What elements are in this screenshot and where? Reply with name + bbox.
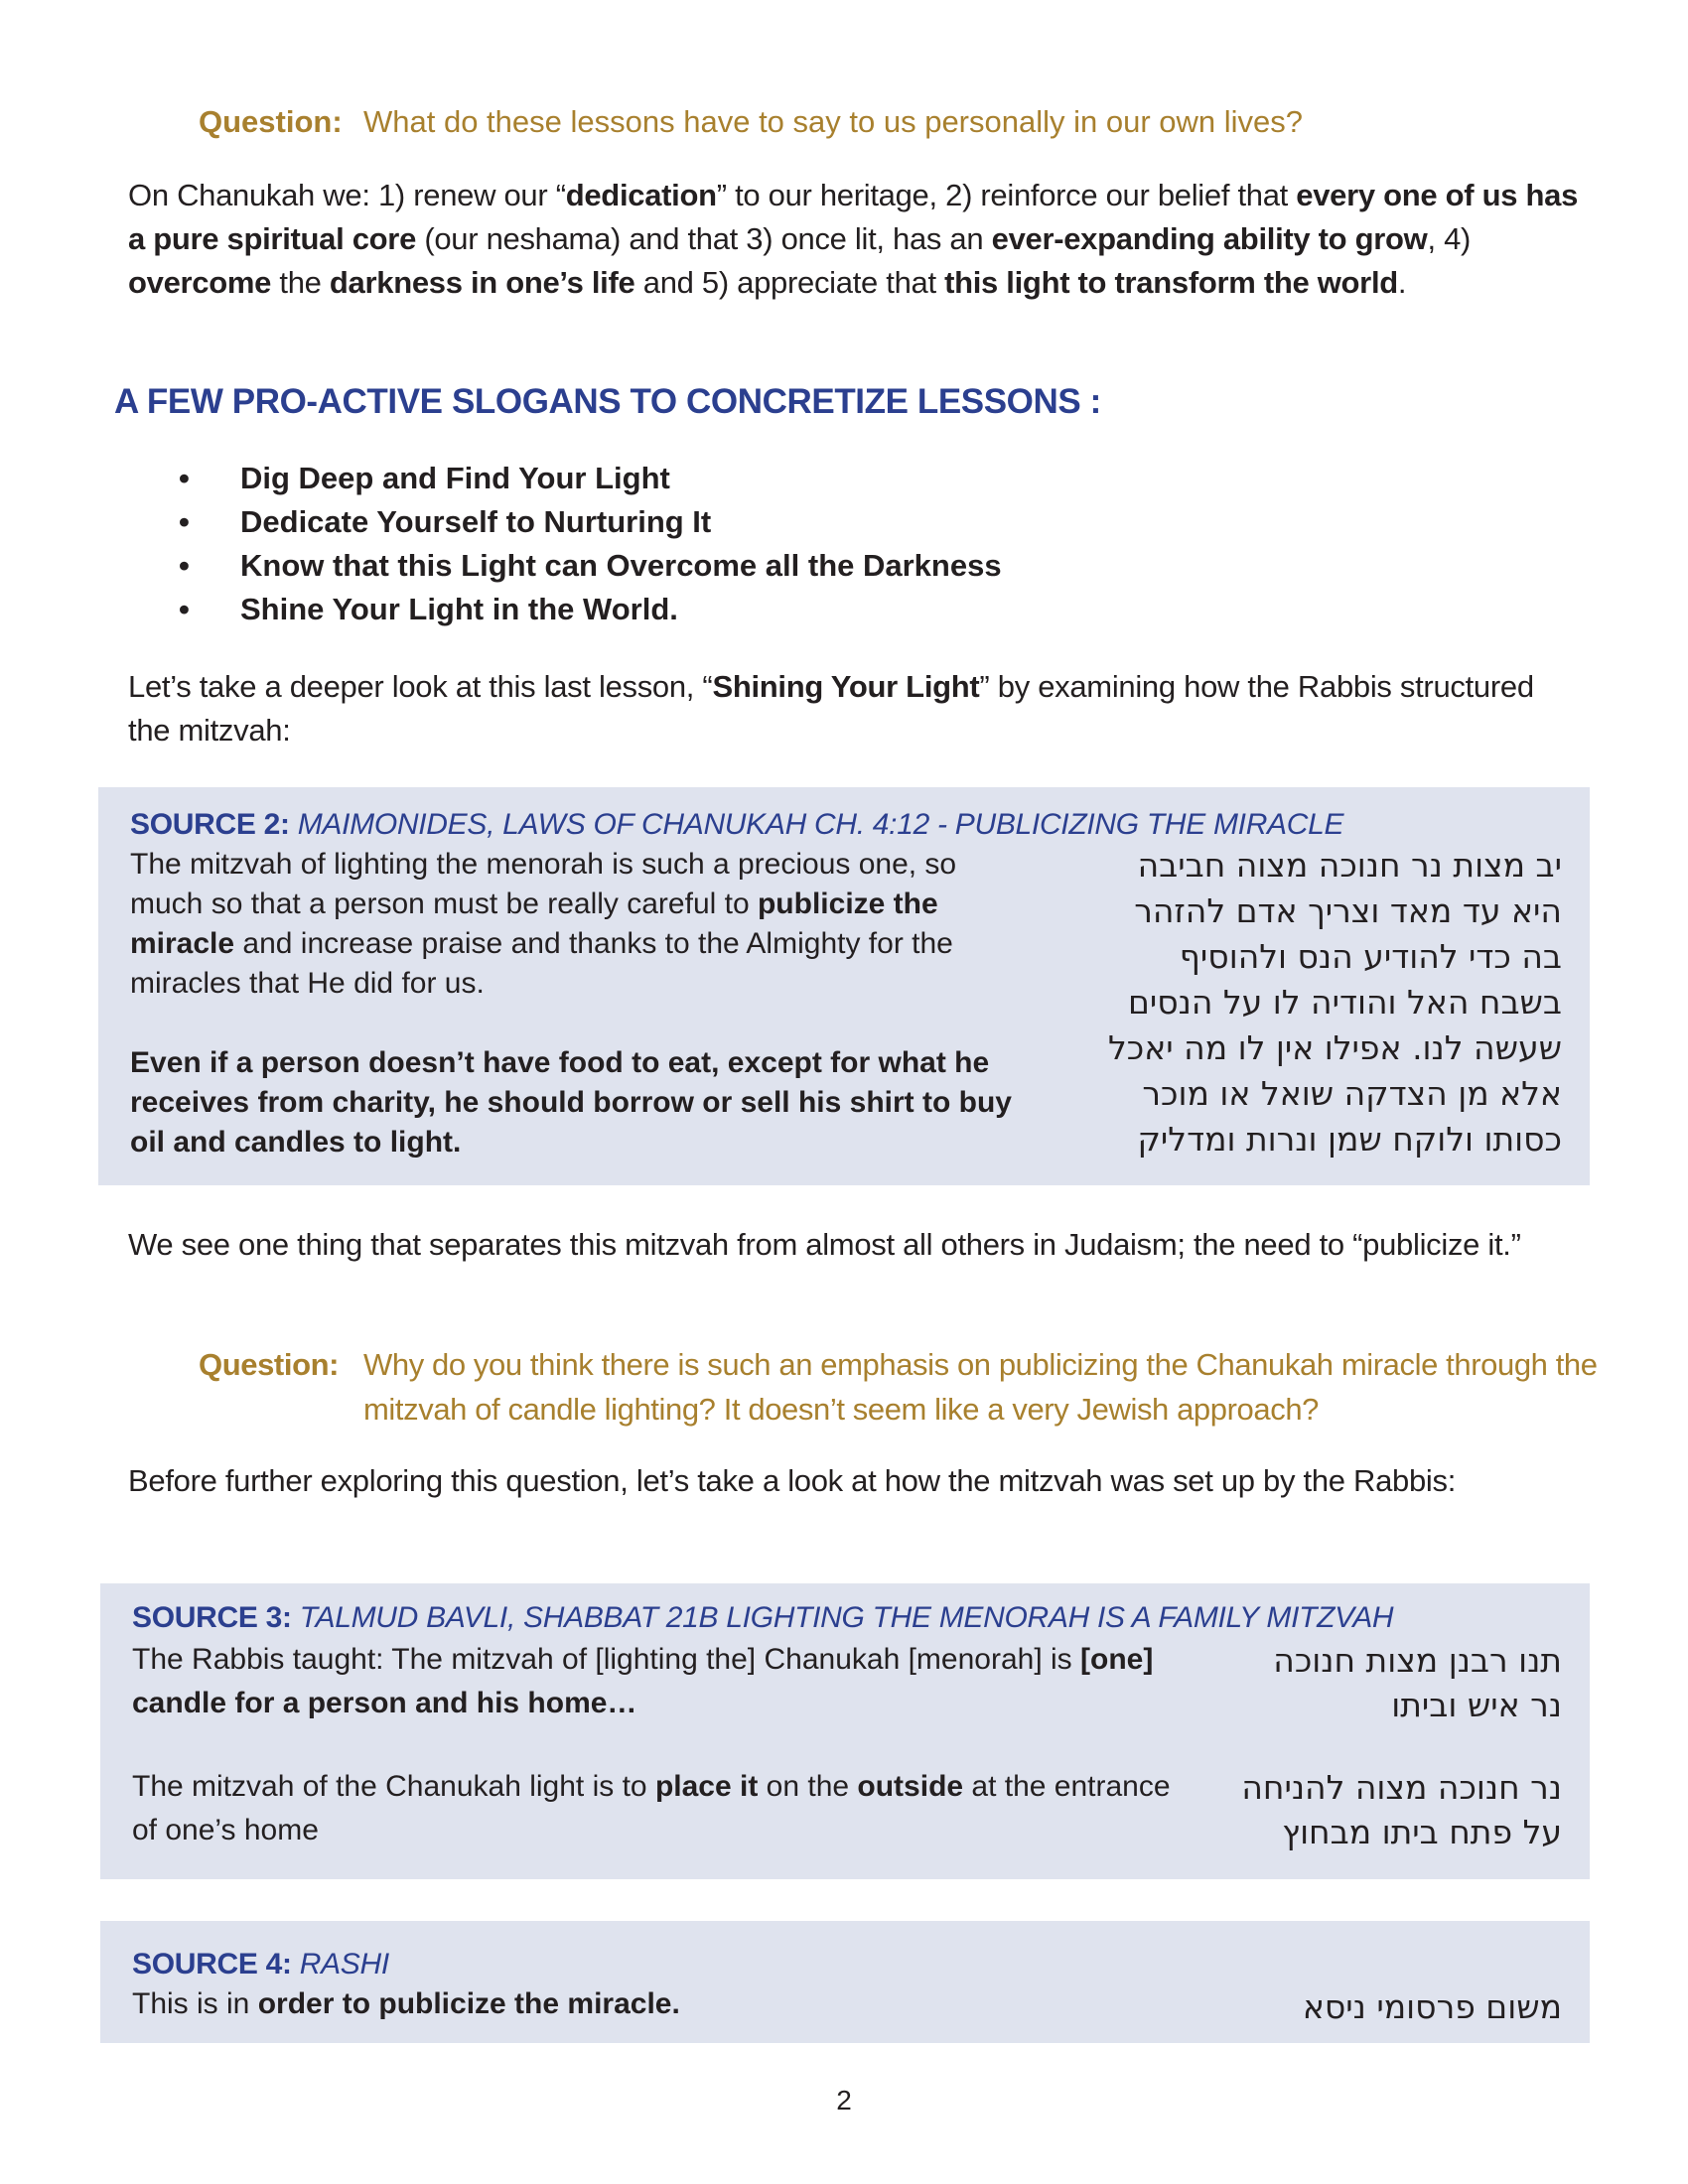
intro-run: ” to our heritage, 2) reinforce our belief that (716, 178, 1297, 212)
bullet-icon: • (179, 504, 190, 539)
source-4-box (100, 1921, 1590, 2043)
bullet-icon: • (179, 592, 190, 626)
source-2-english: The mitzvah of lighting the menorah is such a precious one, so much so that a person must be really careful to publicize the miracle and increase praise and thanks to the Almighty for the miracles that He did for us. Even if a person doesn’t have food to eat, except for what he receives from charity, he should borrow or sell his shirt to buy oil and candles to light. (130, 848, 1012, 1159)
question-text: Why do you think there is such an emphasis on publicizing the Chanukah miracle through the mitzvah of candle lighting? It doesn’t seem like a very Jewish approach? (363, 1347, 1598, 1427)
source-3-row-1: The Rabbis taught: The mitzvah of [lighting the] Chanukah [menorah] is [one] candle for a person and his home… תנו רבנן מצות חנוכה נר איש וביתו (132, 1638, 1562, 1727)
hebrew-line: יב מצות נר חנוכה מצוה חביבה (1137, 846, 1562, 885)
source-3-row-2: The mitzvah of the Chanukah light is to place it on the outside at the entrance of one’s home נר חנוכה מצוה להניחה על פתח ביתו מבחוץ (132, 1765, 1562, 1854)
intro-run: every one of us has a pure spiritual core (128, 178, 1579, 256)
intro-run: the (271, 265, 330, 300)
bullet-icon: • (179, 461, 190, 495)
hebrew-line: היא עד מאד וצריך אדם להזהר (1134, 891, 1562, 930)
slogans-list (99, 457, 1390, 631)
intro-run: overcome (128, 265, 272, 300)
source-2-content (130, 845, 1562, 1162)
hebrew-line: בשבח האל והודיה לו על הנסים (1127, 983, 1562, 1022)
before-exploring-paragraph: Before further exploring this question, let’s take a look at how the mitzvah was set up by the Rabbis: (128, 1463, 1457, 1498)
source-3-title: SOURCE 3: TALMUD BAVLI, SHABBAT 21B LIGHTING THE MENORAH IS A FAMILY MITZVAH (132, 1601, 1394, 1634)
source-3-hebrew-1: תנו רבנן מצות חנוכה נר איש וביתו (1273, 1641, 1562, 1724)
slogans-heading: A FEW PRO-ACTIVE SLOGANS TO CONCRETIZE LESSONS : (114, 382, 1101, 421)
intro-run: On Chanukah we: 1) renew our “ (128, 178, 566, 212)
intro-run: , 4) (1427, 221, 1472, 256)
slogan-item: • Shine Your Light in the World. (99, 588, 1390, 631)
question-2 (199, 1342, 1599, 1432)
intro-run: darkness in one’s life (329, 265, 635, 300)
hebrew-line: בה כדי להודיע הנס ולהוסיף (1179, 937, 1562, 976)
source-4-row: This is in order to publicize the miracle. משום פרסומי ניסא (132, 1984, 1562, 2029)
question-label: Question: (199, 1347, 340, 1382)
question-label: Question: (199, 104, 343, 139)
separates-paragraph: We see one thing that separates this mitzvah from almost all others in Judaism; the need to “publicize it.” (128, 1227, 1521, 1262)
hebrew-line: אלא מן הצדקה שואל או מוכר (1142, 1074, 1562, 1113)
hebrew-line: כסותו ולוקח שמן ונרות ומדליק (1137, 1120, 1562, 1159)
source-3-hebrew-2: נר חנוכה מצוה להניחה על פתח ביתו מבחוץ (1241, 1768, 1562, 1851)
source-3-box (100, 1583, 1590, 1879)
slogan-item: • Dedicate Yourself to Nurturing It (99, 500, 1390, 544)
source-2-box (98, 787, 1590, 1185)
page-number: 2 (836, 2085, 852, 2116)
source-4-hebrew: משום פרסומי ניסא (1302, 1987, 1562, 2026)
intro-run: ever-expanding ability to grow (991, 221, 1428, 256)
intro-paragraph (128, 174, 1588, 305)
hebrew-line: שעשה לנו. אפילו אין לו מה יאכל (1108, 1028, 1562, 1067)
bullet-icon: • (179, 548, 190, 583)
deeper-look-paragraph: Let’s take a deeper look at this last lesson, “Shining Your Light” by examining how the Rabbis structured the mitzvah: (128, 669, 1534, 748)
source-2-hebrew (1108, 843, 1562, 1162)
intro-run: dedication (565, 178, 717, 212)
intro-run: (our neshama) and that 3) once lit, has an (416, 221, 992, 256)
slogan-item: • Dig Deep and Find Your Light (99, 457, 1390, 500)
source-2-title: SOURCE 2: MAIMONIDES, LAWS OF CHANUKAH CH. 4:12 - PUBLICIZING THE MIRACLE (130, 808, 1344, 841)
intro-run: and 5) appreciate that (634, 265, 945, 300)
intro-run: . (1397, 265, 1407, 300)
question-1 (199, 99, 1589, 144)
source-4-title: SOURCE 4: RASHI (132, 1948, 389, 1980)
intro-run: this light to transform the world (944, 265, 1398, 300)
slogan-item: • Know that this Light can Overcome all the Darkness (99, 544, 1390, 588)
question-text: What do these lessons have to say to us personally in our own lives? (363, 104, 1304, 139)
